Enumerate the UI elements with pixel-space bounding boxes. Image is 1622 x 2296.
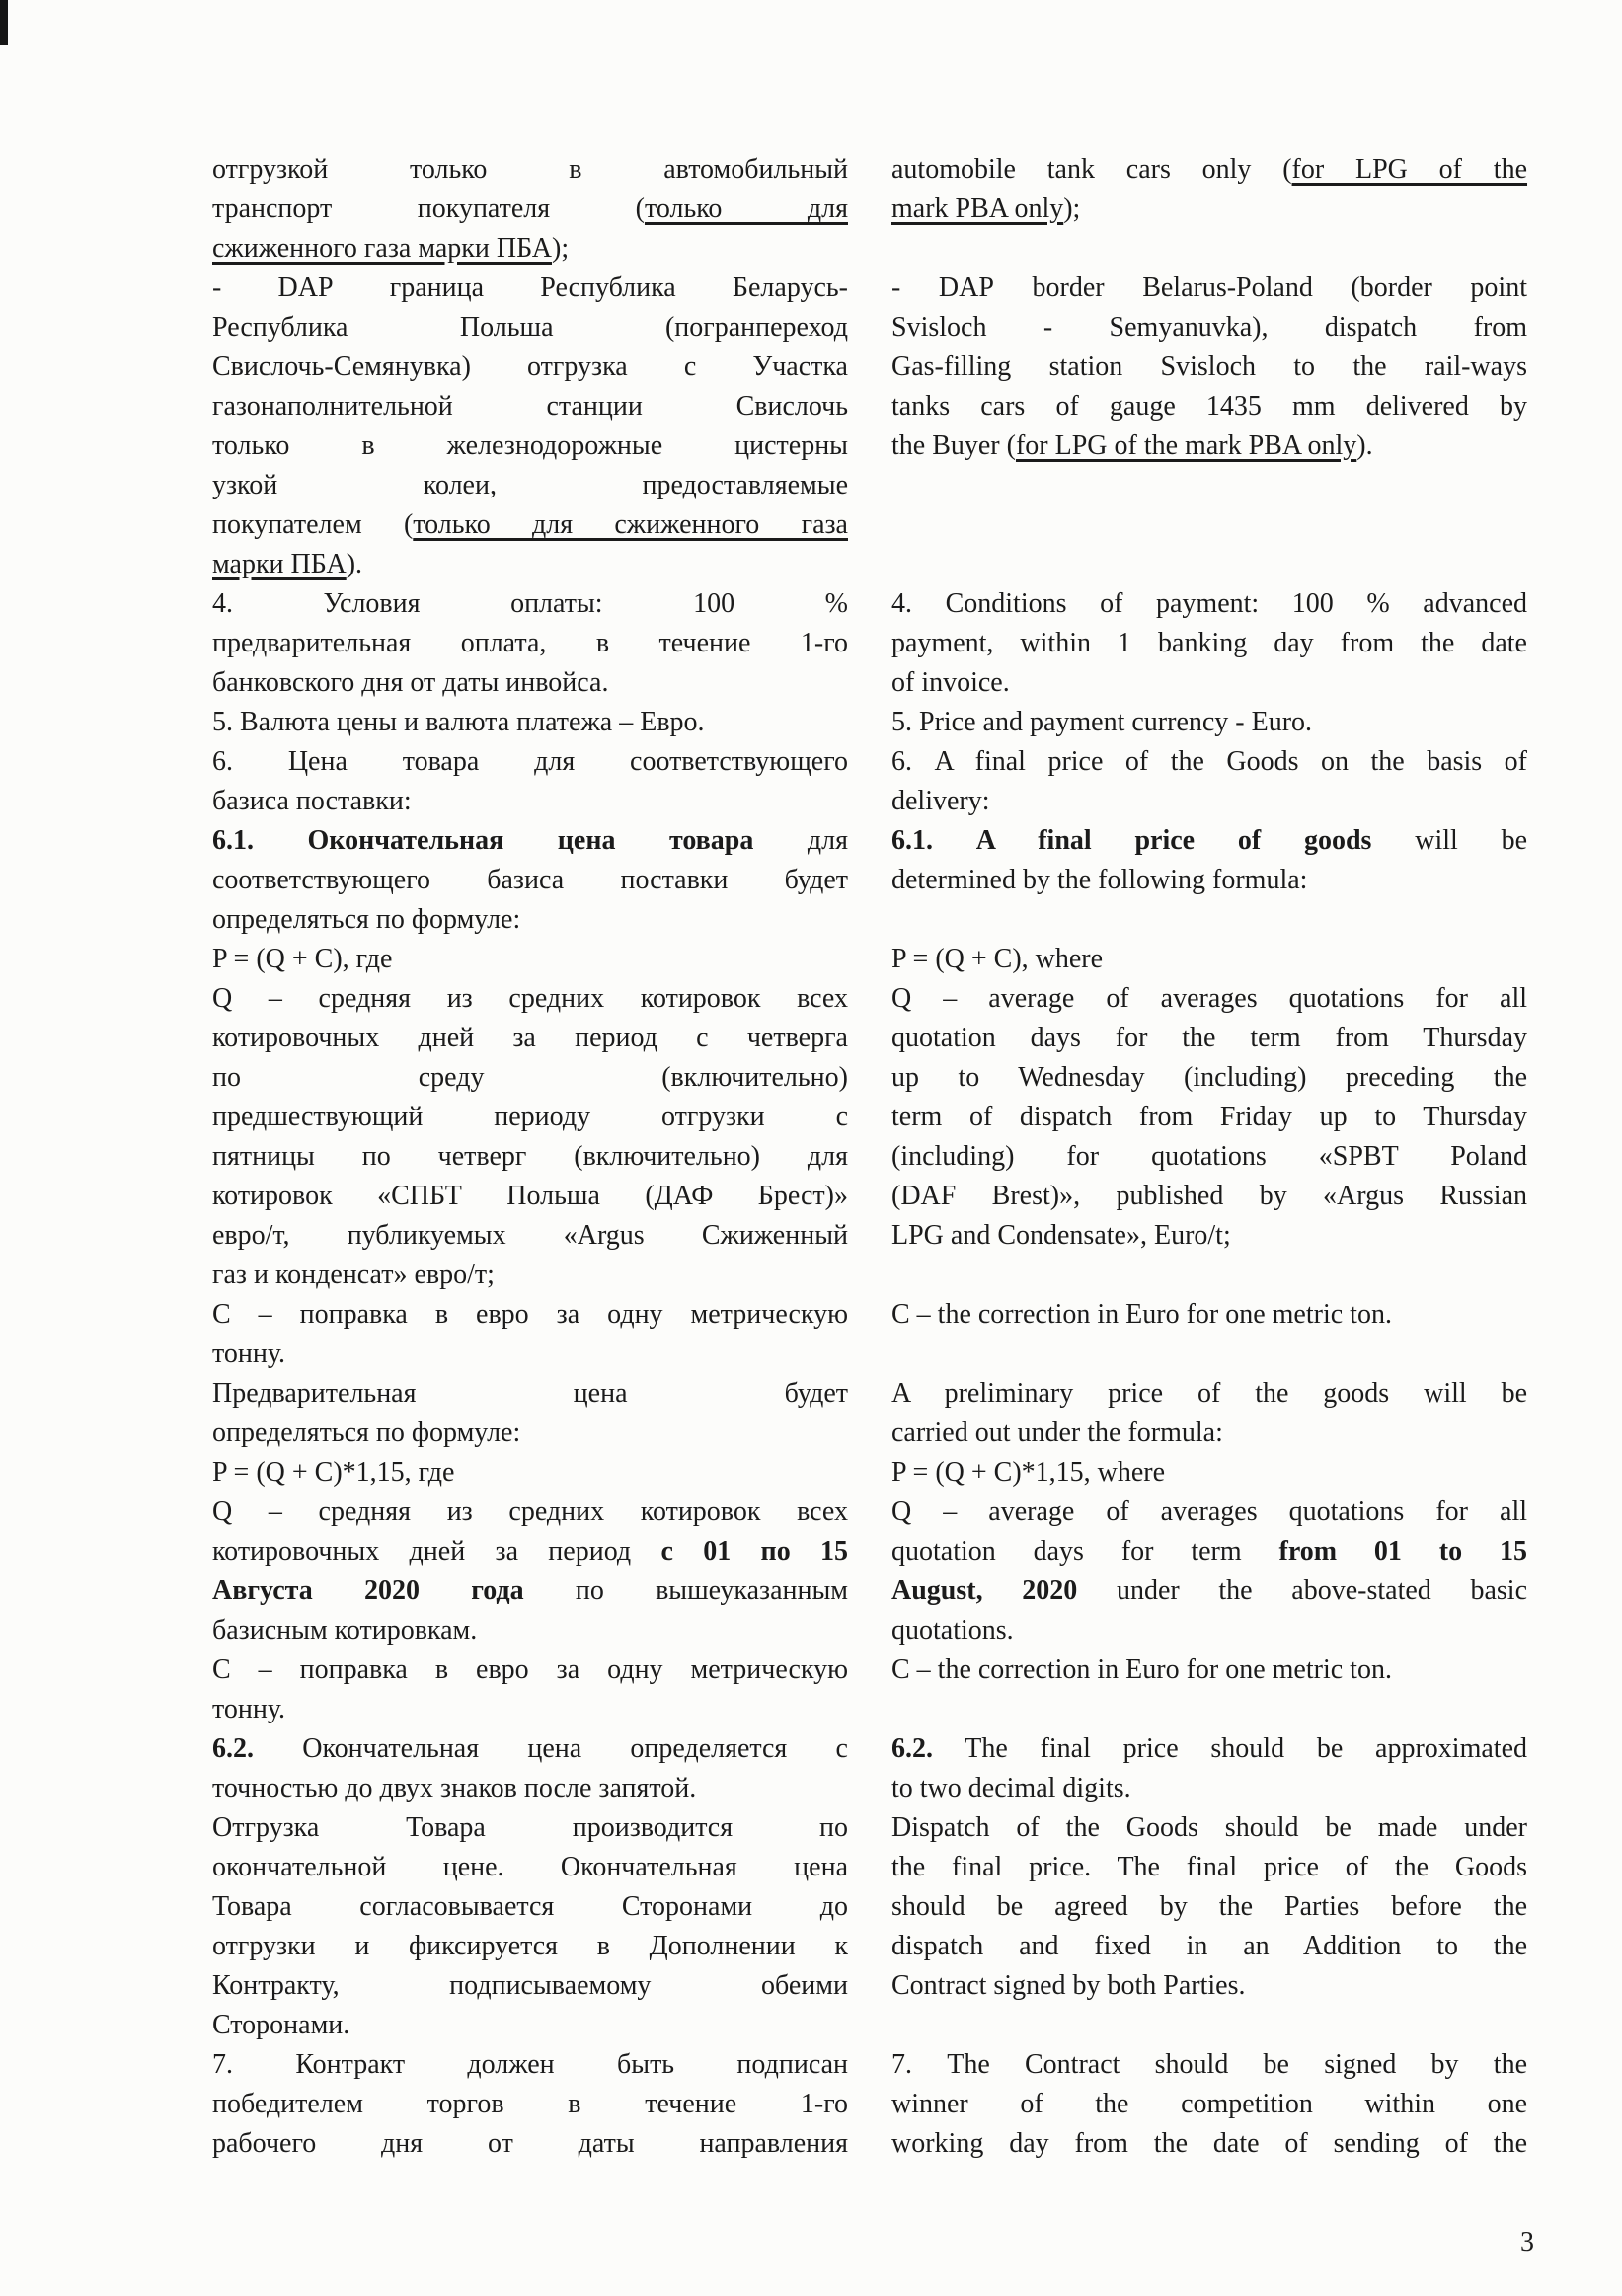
- text-segment: только для: [644, 193, 848, 224]
- russian-line: [212, 900, 848, 940]
- text-row: [212, 2006, 1527, 2045]
- text-segment: отгрузки и фиксируется в Дополнении к: [212, 1931, 848, 1961]
- text-row: [212, 1887, 1527, 1927]
- text-row: [212, 1966, 1527, 2006]
- text-row: [212, 1177, 1527, 1216]
- english-line: [891, 940, 1527, 979]
- text-segment: LPG and Condensate», Euro/t;: [891, 1220, 1231, 1251]
- text-segment: Товара согласовывается Сторонами до: [212, 1891, 848, 1922]
- russian-line: [212, 1098, 848, 1137]
- text-segment: банковского дня от даты инвойса.: [212, 667, 609, 698]
- text-segment: Отгрузка Товара производится по: [212, 1812, 848, 1843]
- text-segment: покупателем (: [212, 509, 414, 540]
- text-segment: under the above-stated basic: [1077, 1575, 1527, 1606]
- english-line: [891, 229, 1527, 268]
- russian-line: [212, 190, 848, 229]
- english-line: [891, 2124, 1527, 2164]
- text-row: [212, 1690, 1527, 1729]
- text-row: [212, 1927, 1527, 1966]
- text-segment: Свислочь-Семянувка) отгрузка с Участка: [212, 351, 848, 382]
- english-line: [891, 1532, 1527, 1571]
- text-row: [212, 426, 1527, 466]
- russian-line: [212, 1453, 848, 1492]
- russian-line: [212, 2124, 848, 2164]
- text-segment: отгрузкой только в автомобильный: [212, 154, 848, 185]
- text-row: [212, 387, 1527, 426]
- text-segment: только для сжиженного газа: [413, 509, 848, 540]
- scan-artifact-mark: [0, 0, 8, 45]
- text-segment: Сторонами.: [212, 2010, 350, 2040]
- english-line: [891, 466, 1527, 505]
- text-segment: mark PBA only: [891, 193, 1064, 224]
- text-segment: August, 2020: [891, 1575, 1078, 1606]
- russian-line: [212, 742, 848, 782]
- text-segment: dispatch and fixed in an Addition to the: [891, 1931, 1527, 1961]
- text-row: [212, 782, 1527, 821]
- russian-line: [212, 1769, 848, 1808]
- english-line: [891, 1177, 1527, 1216]
- english-line: [891, 742, 1527, 782]
- text-row: [212, 1216, 1527, 1256]
- text-segment: delivery:: [891, 786, 990, 816]
- english-line: [891, 1966, 1527, 2006]
- text-row: [212, 1374, 1527, 1414]
- english-line: [891, 979, 1527, 1019]
- russian-line: [212, 1019, 848, 1058]
- text-segment: 6.2.: [212, 1733, 254, 1764]
- english-line: [891, 1690, 1527, 1729]
- text-row: [212, 1532, 1527, 1571]
- text-row: [212, 1335, 1527, 1374]
- text-segment: working day from the date of sending of the: [891, 2128, 1527, 2159]
- russian-line: [212, 1256, 848, 1295]
- text-segment: Республика Польша (погранпереход: [212, 312, 848, 343]
- russian-line: [212, 1532, 848, 1571]
- text-segment: payment, within 1 banking day from the date: [891, 628, 1527, 658]
- text-row: [212, 1058, 1527, 1098]
- text-segment: Q – average of averages quotations for all: [891, 983, 1527, 1014]
- text-row: [212, 466, 1527, 505]
- text-row: [212, 584, 1527, 624]
- russian-line: [212, 1137, 848, 1177]
- english-line: [891, 1414, 1527, 1453]
- text-segment: quotation days for term: [891, 1536, 1279, 1567]
- text-segment: term of dispatch from Friday up to Thursday: [891, 1102, 1527, 1132]
- text-row: [212, 347, 1527, 387]
- english-line: [891, 624, 1527, 663]
- text-row: [212, 1414, 1527, 1453]
- russian-line: [212, 1966, 848, 2006]
- text-row: [212, 1019, 1527, 1058]
- text-row: [212, 624, 1527, 663]
- text-segment: Q – average of averages quotations for all: [891, 1496, 1527, 1527]
- english-line: [891, 584, 1527, 624]
- text-row: [212, 1848, 1527, 1887]
- text-segment: определяться по формуле:: [212, 904, 521, 935]
- russian-line: [212, 1374, 848, 1414]
- text-segment: the final price. The final price of the Goods: [891, 1852, 1527, 1882]
- text-segment: the Buyer (: [891, 430, 1016, 461]
- text-segment: Q – средняя из средних котировок всех: [212, 1496, 848, 1527]
- russian-line: [212, 347, 848, 387]
- english-line: [891, 1808, 1527, 1848]
- text-segment: С – поправка в евро за одну метрическую: [212, 1299, 848, 1330]
- text-segment: P = (Q + C), where: [891, 944, 1104, 974]
- russian-line: [212, 1848, 848, 1887]
- text-segment: котировочных дней за период: [212, 1536, 661, 1567]
- russian-line: [212, 268, 848, 308]
- text-segment: of invoice.: [891, 667, 1010, 698]
- text-segment: );: [1063, 193, 1081, 224]
- text-segment: 7. The Contract should be signed by the: [891, 2049, 1527, 2080]
- english-line: [891, 1611, 1527, 1650]
- text-row: [212, 1808, 1527, 1848]
- text-segment: пятницы по четверг (включительно) для: [212, 1141, 848, 1172]
- text-segment: 6.1. A final price of goods: [891, 825, 1372, 856]
- text-segment: газонаполнительной станции Свислочь: [212, 391, 848, 421]
- text-segment: should be agreed by the Parties before the: [891, 1891, 1527, 1922]
- english-line: [891, 1492, 1527, 1532]
- text-segment: 6.1. Окончательная цена товара: [212, 825, 754, 856]
- text-segment: quotation days for the term from Thursday: [891, 1023, 1527, 1053]
- text-segment: for LPG of the mark PBA only: [1015, 430, 1357, 461]
- russian-line: [212, 1611, 848, 1650]
- text-segment: P = (Q + C), где: [212, 944, 393, 974]
- page-number: 3: [1520, 2227, 1534, 2258]
- text-segment: Августа 2020 года: [212, 1575, 524, 1606]
- text-row: [212, 190, 1527, 229]
- text-segment: для: [753, 825, 848, 856]
- english-line: [891, 1848, 1527, 1887]
- english-line: [891, 1571, 1527, 1611]
- english-line: [891, 782, 1527, 821]
- text-segment: точностью до двух знаков после запятой.: [212, 1773, 697, 1803]
- text-row: [212, 150, 1527, 190]
- english-line: [891, 505, 1527, 545]
- russian-line: [212, 150, 848, 190]
- text-row: [212, 979, 1527, 1019]
- russian-line: [212, 387, 848, 426]
- text-segment: Q – средняя из средних котировок всех: [212, 983, 848, 1014]
- text-segment: ).: [346, 549, 363, 579]
- text-segment: Dispatch of the Goods should be made under: [891, 1812, 1527, 1843]
- english-line: [891, 1335, 1527, 1374]
- text-segment: узкой колеи, предоставляемые: [212, 470, 848, 500]
- text-segment: P = (Q + C)*1,15, where: [891, 1457, 1166, 1488]
- text-segment: 5. Price and payment currency - Euro.: [891, 707, 1313, 737]
- text-segment: сжиженного газа марки ПБА: [212, 233, 553, 264]
- contract-text: [212, 150, 1527, 2164]
- text-segment: Предварительная цена будет: [212, 1378, 848, 1409]
- text-row: [212, 861, 1527, 900]
- text-segment: газ и конденсат» евро/т;: [212, 1260, 495, 1290]
- text-row: [212, 229, 1527, 268]
- english-line: [891, 1216, 1527, 1256]
- russian-line: [212, 861, 848, 900]
- text-segment: Окончательная цена определяется с: [254, 1733, 848, 1764]
- text-segment: (including) for quotations «SPBT Poland: [891, 1141, 1527, 1172]
- english-line: [891, 545, 1527, 584]
- english-line: [891, 150, 1527, 190]
- english-line: [891, 821, 1527, 861]
- russian-line: [212, 1729, 848, 1769]
- text-row: [212, 1295, 1527, 1335]
- text-segment: 7. Контракт должен быть подписан: [212, 2049, 848, 2080]
- russian-line: [212, 229, 848, 268]
- text-row: [212, 308, 1527, 347]
- english-line: [891, 1295, 1527, 1335]
- english-line: [891, 1019, 1527, 1058]
- russian-line: [212, 1414, 848, 1453]
- text-segment: тонну.: [212, 1339, 286, 1369]
- text-row: [212, 545, 1527, 584]
- russian-line: [212, 821, 848, 861]
- english-line: [891, 308, 1527, 347]
- text-row: [212, 1729, 1527, 1769]
- russian-line: [212, 1058, 848, 1098]
- text-row: [212, 1453, 1527, 1492]
- text-segment: транспорт покупателя (: [212, 193, 645, 224]
- text-row: [212, 2085, 1527, 2124]
- text-segment: евро/т, публикуемых «Argus Сжиженный: [212, 1220, 848, 1251]
- english-line: [891, 1769, 1527, 1808]
- text-segment: котировочных дней за период с четверга: [212, 1023, 848, 1053]
- text-segment: P = (Q + C)*1,15, где: [212, 1457, 455, 1488]
- english-line: [891, 663, 1527, 703]
- english-line: [891, 2085, 1527, 2124]
- text-segment: determined by the following formula:: [891, 865, 1308, 895]
- text-segment: Контракту, подписываемому обеими: [212, 1970, 848, 2001]
- english-line: [891, 1453, 1527, 1492]
- english-line: [891, 268, 1527, 308]
- russian-line: [212, 584, 848, 624]
- russian-line: [212, 624, 848, 663]
- russian-line: [212, 1335, 848, 1374]
- text-row: [212, 742, 1527, 782]
- text-segment: 6.2.: [891, 1733, 933, 1764]
- text-segment: to two decimal digits.: [891, 1773, 1131, 1803]
- russian-line: [212, 426, 848, 466]
- text-segment: с 01 по 15: [660, 1536, 849, 1567]
- text-segment: Contract signed by both Parties.: [891, 1970, 1246, 2001]
- text-row: [212, 1769, 1527, 1808]
- russian-line: [212, 663, 848, 703]
- text-segment: базисным котировкам.: [212, 1615, 478, 1645]
- text-row: [212, 505, 1527, 545]
- english-line: [891, 1137, 1527, 1177]
- text-segment: 4. Conditions of payment: 100 % advanced: [891, 588, 1527, 619]
- text-row: [212, 1650, 1527, 1690]
- russian-line: [212, 1177, 848, 1216]
- text-segment: carried out under the formula:: [891, 1417, 1223, 1448]
- text-segment: рабочего дня от даты направления: [212, 2128, 848, 2159]
- russian-line: [212, 1571, 848, 1611]
- english-line: [891, 1256, 1527, 1295]
- russian-line: [212, 1295, 848, 1335]
- russian-line: [212, 308, 848, 347]
- russian-line: [212, 1808, 848, 1848]
- english-line: [891, 2045, 1527, 2085]
- text-row: [212, 663, 1527, 703]
- russian-line: [212, 2006, 848, 2045]
- text-row: [212, 1098, 1527, 1137]
- text-segment: );: [552, 233, 570, 264]
- text-row: [212, 900, 1527, 940]
- text-segment: Gas-filling station Svisloch to the rail-ways: [891, 351, 1527, 382]
- english-line: [891, 426, 1527, 466]
- russian-line: [212, 1927, 848, 1966]
- text-segment: A preliminary price of the goods will be: [891, 1378, 1527, 1409]
- text-row: [212, 1571, 1527, 1611]
- russian-line: [212, 545, 848, 584]
- russian-line: [212, 1887, 848, 1927]
- russian-line: [212, 1492, 848, 1532]
- text-row: [212, 2124, 1527, 2164]
- text-segment: ).: [1356, 430, 1373, 461]
- russian-line: [212, 1216, 848, 1256]
- english-line: [891, 2006, 1527, 2045]
- text-segment: The final price should be approximated: [933, 1733, 1527, 1764]
- russian-line: [212, 1690, 848, 1729]
- text-segment: C – the correction in Euro for one metric ton.: [891, 1299, 1392, 1330]
- text-row: [212, 2045, 1527, 2085]
- text-segment: Svisloch - Semyanuvka), dispatch from: [891, 312, 1527, 343]
- text-segment: quotations.: [891, 1615, 1014, 1645]
- text-segment: - DAP border Belarus-Poland (border point: [891, 272, 1527, 303]
- text-segment: tanks cars of gauge 1435 mm delivered by: [891, 391, 1527, 421]
- english-line: [891, 1729, 1527, 1769]
- text-segment: 5. Валюта цены и валюта платежа – Евро.: [212, 707, 705, 737]
- text-segment: предварительная оплата, в течение 1-го: [212, 628, 848, 658]
- text-segment: базиса поставки:: [212, 786, 412, 816]
- text-row: [212, 940, 1527, 979]
- russian-line: [212, 782, 848, 821]
- russian-line: [212, 466, 848, 505]
- english-line: [891, 1650, 1527, 1690]
- text-segment: from 01 to 15: [1278, 1536, 1527, 1567]
- russian-line: [212, 2085, 848, 2124]
- text-segment: окончательной цене. Окончательная цена: [212, 1852, 848, 1882]
- text-segment: С – поправка в евро за одну метрическую: [212, 1654, 848, 1685]
- text-segment: тонну.: [212, 1694, 286, 1724]
- text-segment: только в железнодорожные цистерны: [212, 430, 848, 461]
- english-line: [891, 703, 1527, 742]
- text-row: [212, 1137, 1527, 1177]
- text-segment: automobile tank cars only (: [891, 154, 1292, 185]
- text-segment: will be: [1371, 825, 1527, 856]
- text-row: [212, 1256, 1527, 1295]
- russian-line: [212, 703, 848, 742]
- text-row: [212, 703, 1527, 742]
- text-row: [212, 821, 1527, 861]
- text-segment: - DAP граница Республика Беларусь-: [212, 272, 848, 303]
- text-row: [212, 1492, 1527, 1532]
- text-segment: соответствующего базиса поставки будет: [212, 865, 848, 895]
- text-segment: определяться по формуле:: [212, 1417, 521, 1448]
- text-segment: котировок «СПБТ Польша (ДАФ Брест)»: [212, 1181, 848, 1211]
- english-line: [891, 1098, 1527, 1137]
- english-line: [891, 861, 1527, 900]
- text-segment: C – the correction in Euro for one metric ton.: [891, 1654, 1392, 1685]
- english-line: [891, 1927, 1527, 1966]
- russian-line: [212, 940, 848, 979]
- text-segment: предшествующий периоду отгрузки с: [212, 1102, 848, 1132]
- text-segment: (DAF Brest)», published by «Argus Russian: [891, 1181, 1527, 1211]
- text-segment: по среду (включительно): [212, 1062, 848, 1093]
- text-segment: for LPG of the: [1291, 154, 1528, 185]
- russian-line: [212, 2045, 848, 2085]
- russian-line: [212, 979, 848, 1019]
- text-row: [212, 1611, 1527, 1650]
- text-segment: up to Wednesday (including) preceding the: [891, 1062, 1527, 1093]
- english-line: [891, 1887, 1527, 1927]
- english-line: [891, 1058, 1527, 1098]
- english-line: [891, 387, 1527, 426]
- english-line: [891, 900, 1527, 940]
- text-segment: winner of the competition within one: [891, 2089, 1527, 2119]
- english-line: [891, 1374, 1527, 1414]
- english-line: [891, 190, 1527, 229]
- text-segment: марки ПБА: [212, 549, 347, 579]
- english-line: [891, 347, 1527, 387]
- text-segment: 4. Условия оплаты: 100 %: [212, 588, 848, 619]
- text-segment: по вышеуказанным: [523, 1575, 848, 1606]
- russian-line: [212, 505, 848, 545]
- russian-line: [212, 1650, 848, 1690]
- text-row: [212, 268, 1527, 308]
- text-segment: 6. Цена товара для соответствующего: [212, 746, 848, 777]
- text-segment: 6. A final price of the Goods on the basis of: [891, 746, 1527, 777]
- text-segment: победителем торгов в течение 1-го: [212, 2089, 848, 2119]
